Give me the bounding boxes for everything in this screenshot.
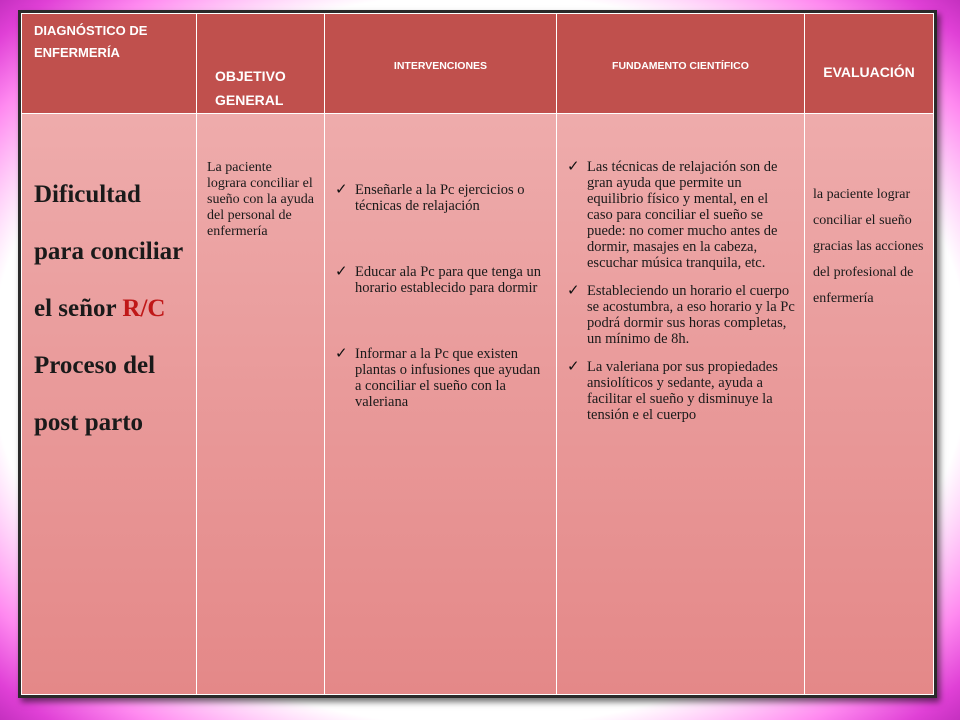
- check-icon: ✓: [567, 157, 580, 175]
- evaluation-text: la paciente lograr conciliar el sueño gracias las acciones del profesional de enfermería: [813, 187, 924, 306]
- interventions-list: [335, 182, 548, 410]
- list-item: [335, 346, 548, 410]
- care-plan-table-frame: [18, 10, 937, 698]
- diagnosis-text-2: Proceso del post parto: [34, 352, 156, 436]
- header-interventions: INTERVENCIONES: [325, 14, 557, 114]
- objective-cell: [197, 114, 325, 695]
- diagnosis-text: Dificultad para conciliar el señor: [34, 181, 183, 322]
- intervention-text: Informar a la Pc que existen plantas o infusiones que ayudan a conciliar el sueño con la valeriana: [355, 346, 541, 410]
- objective-text: La paciente lograra conciliar el sueño con la ayuda del personal de enfermería: [207, 160, 314, 239]
- header-evaluation: EVALUACIÓN: [805, 14, 934, 114]
- interventions-cell: [325, 114, 557, 695]
- care-plan-table: [21, 13, 934, 695]
- evaluation-cell: [805, 114, 934, 695]
- check-icon: ✓: [335, 344, 348, 362]
- list-item: [335, 182, 548, 214]
- header-objective: OBJETIVO GENERAL: [197, 14, 325, 114]
- list-item: [567, 159, 796, 271]
- foundation-cell: [557, 114, 805, 695]
- foundation-text: Las técnicas de relajación son de gran ayuda que permite un equilibrio físico y mental, en el caso para conciliar el sueño se puede: no comer mucho antes de dormir, masajes en la cabeza, escuchar música tranquila, etc.: [587, 159, 778, 271]
- list-item: [567, 283, 796, 347]
- check-icon: ✓: [567, 281, 580, 299]
- intervention-text: Enseñarle a la Pc ejercicios o técnicas de relajación: [355, 182, 525, 214]
- check-icon: ✓: [335, 180, 348, 198]
- header-row: [22, 14, 934, 114]
- diagnosis-rc: R/C: [122, 295, 166, 322]
- body-row: [22, 114, 934, 695]
- header-diagnosis: DIAGNÓSTICO DE ENFERMERÍA: [22, 14, 197, 114]
- diagnosis-cell: [22, 114, 197, 695]
- list-item: [335, 264, 548, 296]
- foundation-text: Estableciendo un horario el cuerpo se acostumbra, a eso horario y la Pc podrá dormir sus horas completas, un mínimo de 8h.: [587, 283, 795, 347]
- header-foundation: FUNDAMENTO CIENTÍFICO: [557, 14, 805, 114]
- list-item: [567, 359, 796, 423]
- intervention-text: Educar ala Pc para que tenga un horario establecido para dormir: [355, 264, 541, 296]
- foundation-text: La valeriana por sus propiedades ansiolíticos y sedante, ayuda a facilitar el sueño y disminuye la tensión e el cuerpo: [587, 359, 778, 423]
- foundation-list: [567, 159, 796, 423]
- check-icon: ✓: [567, 357, 580, 375]
- check-icon: ✓: [335, 262, 348, 280]
